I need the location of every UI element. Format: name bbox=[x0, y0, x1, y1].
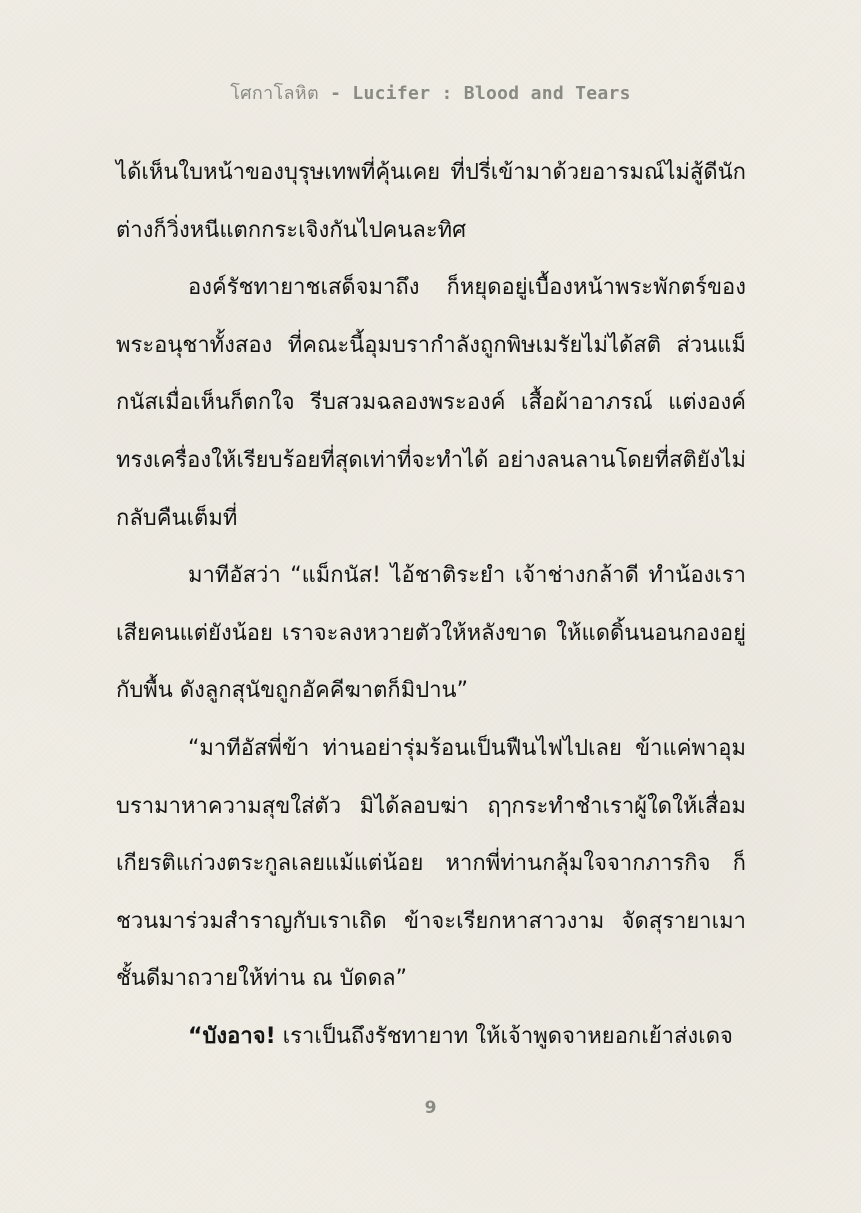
exclamation-bold: “บังอาจ! bbox=[188, 1023, 276, 1049]
header-thai-title: โศกาโลหิต bbox=[230, 83, 319, 104]
paragraph-5-rest: เราเป็นถึงรัชทายาท ให้เจ้าพูดจาหยอกเย้าส่งเดจ bbox=[275, 1023, 733, 1049]
paragraph-5 bbox=[116, 1008, 746, 1066]
paragraph-1: ได้เห็นใบหน้าของบุรุษเทพที่คุ้นเคย ที่ปรี่เข้ามาด้วยอารมณ์ไม่สู้ดีนัก ต่างก็วิ่งหนีแตกกระเจิงกันไปคนละทิศ bbox=[116, 160, 746, 243]
body-text bbox=[116, 144, 746, 1066]
running-header bbox=[0, 78, 861, 107]
page-number: 9 bbox=[424, 1098, 437, 1118]
paragraph-4: “มาทีอัสพี่ข้า ท่านอย่ารุ่มร้อนเป็นฟืนไฟไปเลย ข้าแค่พาอุมบรามาหาความสุขใส่ตัว มิได้ลอบฆ่า ฤๅกระทำชำเราผู้ใดให้เสื่อมเกียรติแก่วงตระกูลเลยแม้แต่น้อย หากพี่ท่านกลุ้มใจจากภารกิจ ก็ชวนมาร่วมสำราญกับเราเถิด ข้าจะเรียกหาสาวงาม จัดสุรายาเมาชั้นดีมาถวายให้ท่าน ณ บัดดล” bbox=[116, 735, 746, 992]
header-separator: - bbox=[318, 83, 353, 104]
paragraph-2: องค์รัชทายาชเสด็จมาถึง ก็หยุดอยู่เบื้องหน้าพระพักตร์ของพระอนุชาทั้งสอง ที่คณะนี้อุมบรากำลังถูกพิษเมรัยไม่ได้สติ ส่วนแม็กนัสเมื่อเห็นก็ตกใจ รีบสวมฉลองพระองค์ เสื้อผ้าอาภรณ์ แต่งองค์ทรงเครื่องให้เรียบร้อยที่สุดเท่าที่จะทำได้ อย่างลนลานโดยที่สติยังไม่กลับคืนเต็มที่ bbox=[116, 275, 746, 531]
header-english-title: Lucifer : Blood and Tears bbox=[352, 83, 631, 104]
paragraph-3: มาทีอัสว่า “แม็กนัส! ไอ้ชาติระยำ เจ้าช่างกล้าดี ทำน้องเราเสียคนแต่ยังน้อย เราจะลงหวายตัวให้หลังขาด ให้แดดิ้นนอนกองอยู่กับพื้น ดังลูกสุนัขถูกอัคคีฆาตก็มิปาน” bbox=[116, 563, 746, 704]
